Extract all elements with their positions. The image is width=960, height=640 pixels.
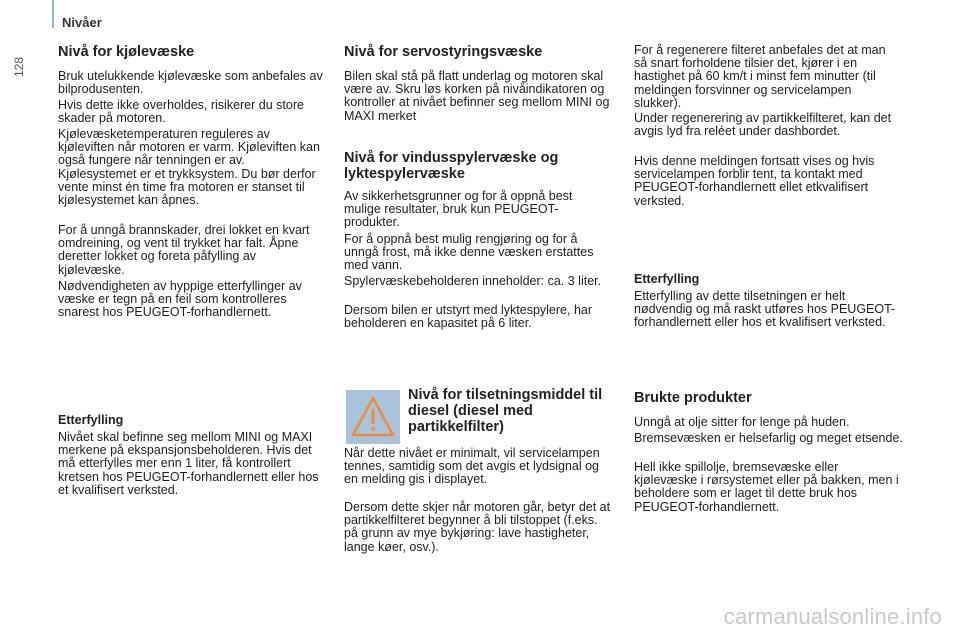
paragraph: Hvis denne meldingen fortsatt vises og hvis servicelampen forblir tent, ta kontakt med PEUGEOT-forhandlernett ellet etkvalifisert verksted. xyxy=(634,154,875,208)
page-number: 128 xyxy=(12,56,26,78)
paragraph: Bruk utelukkende kjølevæske som anbefales av bilprodusenten. xyxy=(58,69,323,97)
paragraph: Under regenerering av partikkelfilteret, kan det avgis lyd fra reléet under dashbordet. xyxy=(634,111,892,139)
section-title: Nivåer xyxy=(62,15,102,30)
paragraph: For å regenerere filteret anbefales det at man så snart forholdene tilsier det, kjører i en hastighet på 60 km/t i minst fem minutter (til meldingen forsvinner og servicelampen slukker). xyxy=(634,43,886,110)
header-accent-rule xyxy=(52,0,54,28)
paragraph: Etterfylling av dette tilsetningen er helt nødvendig og må raskt utføres hos PEUGEOT-forhandlernett eller hos et kvalifisert verksted. xyxy=(634,289,896,330)
paragraph: Unngå at olje sitter for lenge på huden. xyxy=(634,415,850,429)
paragraph: Dersom bilen er utstyrt med lyktespylere, har beholderen en kapasitet på 6 liter. xyxy=(344,303,593,331)
subheading-refill: Etterfylling xyxy=(634,272,700,286)
subheading-refill: Etterfylling xyxy=(58,413,124,427)
paragraph: Av sikkerhetsgrunner og for å oppnå best mulige resultater, bruk kun PEUGEOT-produkter. xyxy=(344,189,573,230)
paragraph: For å unngå brannskader, drei lokket en kvart omdreining, og vent til trykket har falt. Åpne deretter lokket og foreta påfylling av kjølevæske. xyxy=(58,223,310,277)
heading-washer-fluid: Nivå for vindusspylervæske og lyktespylervæske xyxy=(344,150,559,182)
paragraph: Når dette nivået er minimalt, vil servicelampen tennes, samtidig som det avgis et lydsignal og en melding gis i displayet. xyxy=(344,446,600,487)
paragraph: For å oppnå best mulig rengjøring og for å unngå frost, må ikke denne væsken erstattes med vann. xyxy=(344,232,594,273)
paragraph: Nødvendigheten av hyppige etterfyllinger av væske er tegn på en feil som kontrolleres snarest hos PEUGEOT-forhandlernett. xyxy=(58,279,302,320)
paragraph: Hell ikke spillolje, bremsevæske eller kjølevæske i rørsystemet eller på bakken, men i beholdere som er laget til dette bruk hos PEUGEOT-forhandlernett. xyxy=(634,460,899,514)
heading-coolant-level: Nivå for kjølevæske xyxy=(58,44,195,60)
heading-power-steering: Nivå for servostyringsvæske xyxy=(344,44,543,60)
paragraph: Nivået skal befinne seg mellom MINI og MAXI merkene på ekspansjonsbeholderen. Hvis det må etterfylles mer enn 1 liter, få kontrollert kretsen hos PEUGEOT-forhandlernett eller hos et kvalifisert verksted. xyxy=(58,430,319,497)
paragraph: Spylervæskebeholderen inneholder: ca. 3 liter. xyxy=(344,274,602,288)
heading-diesel-additive: Nivå for tilsetningsmiddel til diesel (diesel med partikkelfilter) xyxy=(408,387,603,435)
paragraph: Hvis dette ikke overholdes, risikerer du store skader på motoren. xyxy=(58,98,304,126)
paragraph: Bilen skal stå på flatt underlag og motoren skal være av. Skru løs korken på nivåindikatoren og kontroller at nivået befinner seg mellom MINI og MAXI merket xyxy=(344,69,610,123)
warning-panel xyxy=(346,390,400,444)
warning-triangle-icon xyxy=(346,390,400,444)
site-watermark: carmanualsonline.info xyxy=(723,604,942,629)
paragraph: Bremsevæsken er helsefarlig og meget etsende. xyxy=(634,431,903,445)
paragraph: Kjølevæsketemperaturen reguleres av kjøleviften når motoren er varm. Kjøleviften kan også fungere når tenningen er av. Kjølesystemet er et trykksystem. Du bør derfor vente minst én time fra motoren er stanset til kjølesystemet kan åpnes. xyxy=(58,127,320,208)
paragraph: Dersom dette skjer når motoren går, betyr det at partikkelfilteret begynner å bli tilstoppet (f.eks. på grunn av mye bykjøring: lave hastigheter, lange køer, osv.). xyxy=(344,500,611,554)
heading-used-products: Brukte produkter xyxy=(634,390,752,406)
